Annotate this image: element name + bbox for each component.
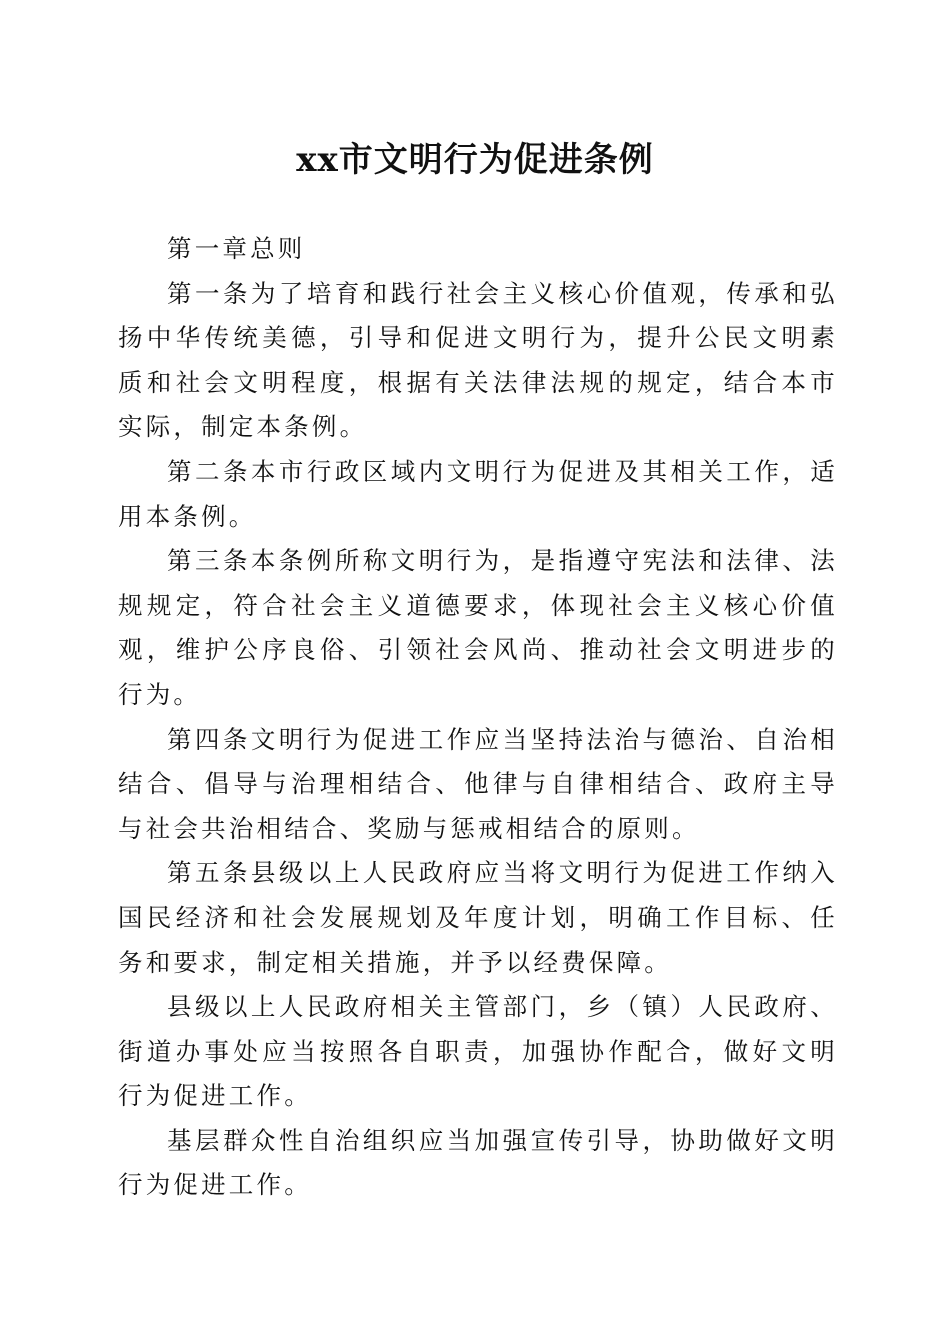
article-5-second-paragraph: 县级以上人民政府相关主管部门，乡（镇）人民政府、街道办事处应当按照各自职责，加强协作配合，做好文明行为促进工作。	[118, 992, 838, 1111]
article-1-paragraph: 第一条为了培育和践行社会主义核心价值观，传承和弘扬中华传统美德，引导和促进文明行为，提升公民文明素质和社会文明程度，根据有关法律法规的规定，结合本市实际，制定本条例。	[118, 278, 838, 442]
chapter-heading: 第一章总则	[167, 234, 306, 263]
document-title: xx市文明行为促进条例	[296, 140, 654, 180]
article-5-third-paragraph: 基层群众性自治组织应当加强宣传引导，协助做好文明行为促进工作。	[118, 1125, 838, 1200]
article-5-paragraph: 第五条县级以上人民政府应当将文明行为促进工作纳入国民经济和社会发展规划及年度计划，明确工作目标、任务和要求，制定相关措施，并予以经费保障。	[118, 858, 838, 977]
document-body	[118, 227, 838, 1208]
article-4-paragraph: 第四条文明行为促进工作应当坚持法治与德治、自治相结合、倡导与治理相结合、他律与自律相结合、政府主导与社会共治相结合、奖励与惩戒相结合的原则。	[118, 724, 838, 843]
article-3-paragraph: 第三条本条例所称文明行为，是指遵守宪法和法律、法规规定，符合社会主义道德要求，体现社会主义核心价值观，维护公序良俗、引领社会风尚、推动社会文明进步的行为。	[118, 546, 838, 709]
article-2-paragraph: 第二条本市行政区域内文明行为促进及其相关工作，适用本条例。	[118, 456, 838, 531]
